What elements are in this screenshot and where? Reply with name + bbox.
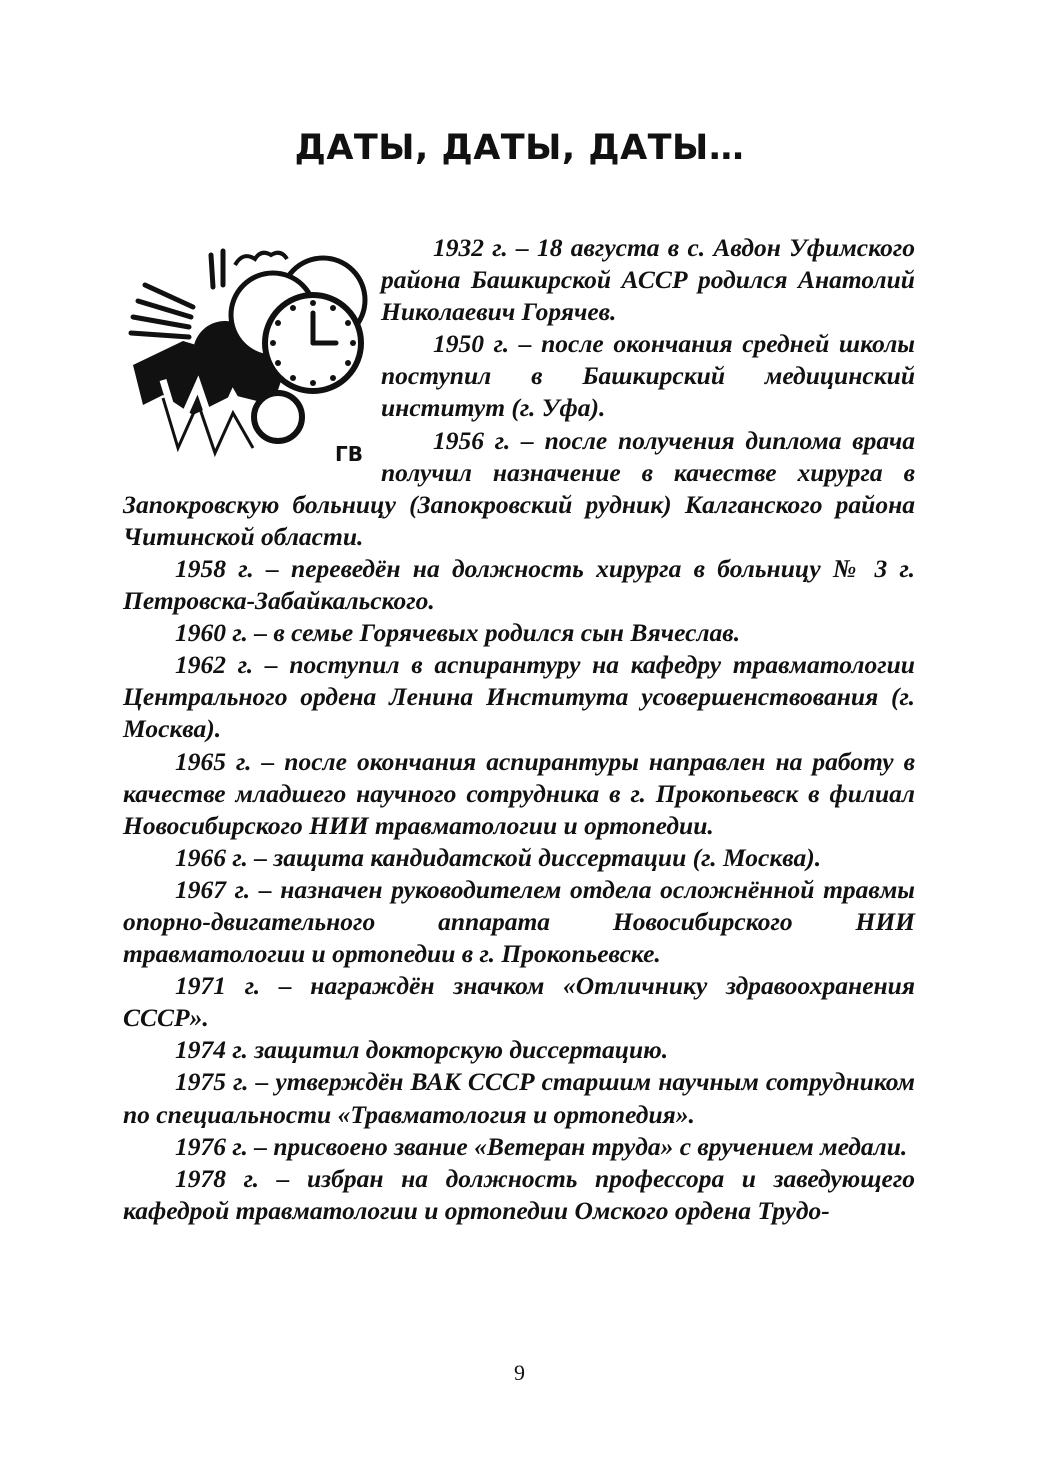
entry-1932: 1932 г. – 18 августа в с. Авдон Уфимского района Башкирской АССР родился Анатолий Николаевич Горячев.	[381, 233, 915, 327]
entry-1966: 1966 г. – защита кандидатской диссертации (г. Москва).	[175, 842, 822, 872]
entry-1975: 1975 г. – утверждён ВАК СССР старшим научным сотрудником по специальности «Травматология и ортопедия».	[123, 1067, 915, 1129]
artist-monogram: ГВ	[335, 442, 363, 466]
illustration-spacer	[123, 232, 381, 486]
entry-1962: 1962 г. – поступил в аспирантуру на кафедру травматологии Центрального ордена Ленина Института усовершенствования (г. Москва).	[123, 650, 915, 744]
entry-1971: 1971 г. – награждён значком «Отличнику здравоохранения СССР».	[123, 971, 915, 1033]
page-title: ДАТЫ, ДАТЫ, ДАТЫ…	[294, 128, 745, 168]
entry-1967: 1967 г. – назначен руководителем отдела осложнённой травмы опорно-двигательного аппарата Новосибирского НИИ травматологии и ортопедии в г. Прокопьевске.	[123, 874, 915, 969]
entry-1978: 1978 г. – избран на должность профессора и заведующего кафедрой травматологии и ортопедии Омского ордена Трудо-	[123, 1163, 915, 1225]
entry-1956: 1956 г. – после получения диплома врача получил назначение в качестве хирурга в Запокровскую больницу (Запокровский рудник) Калганского района Читинской области.	[123, 425, 915, 551]
page-number: 9	[514, 1360, 525, 1385]
entry-1976: 1976 г. – присвоено звание «Ветеран труда» с вручением медали.	[175, 1131, 908, 1161]
entry-1974: 1974 г. защитил докторскую диссертацию.	[175, 1035, 669, 1065]
entry-1965: 1965 г. – после окончания аспирантуры направлен на работу в качестве младшего научного сотрудника в г. Прокопьевск в филиал Новосибирского НИИ травматологии и ортопедии.	[123, 746, 915, 840]
chronology-text	[123, 232, 915, 1227]
entry-1960: 1960 г. – в семье Горячевых родился сын Вячеслав.	[175, 618, 741, 648]
entry-1958: 1958 г. – переведён на должность хирурга в больницу № 3 г. Петровска-Забайкальского.	[123, 553, 915, 616]
entry-1950: 1950 г. – после окончания средней школы поступил в Башкирский медицинский институт (г. Уфа).	[381, 329, 915, 423]
